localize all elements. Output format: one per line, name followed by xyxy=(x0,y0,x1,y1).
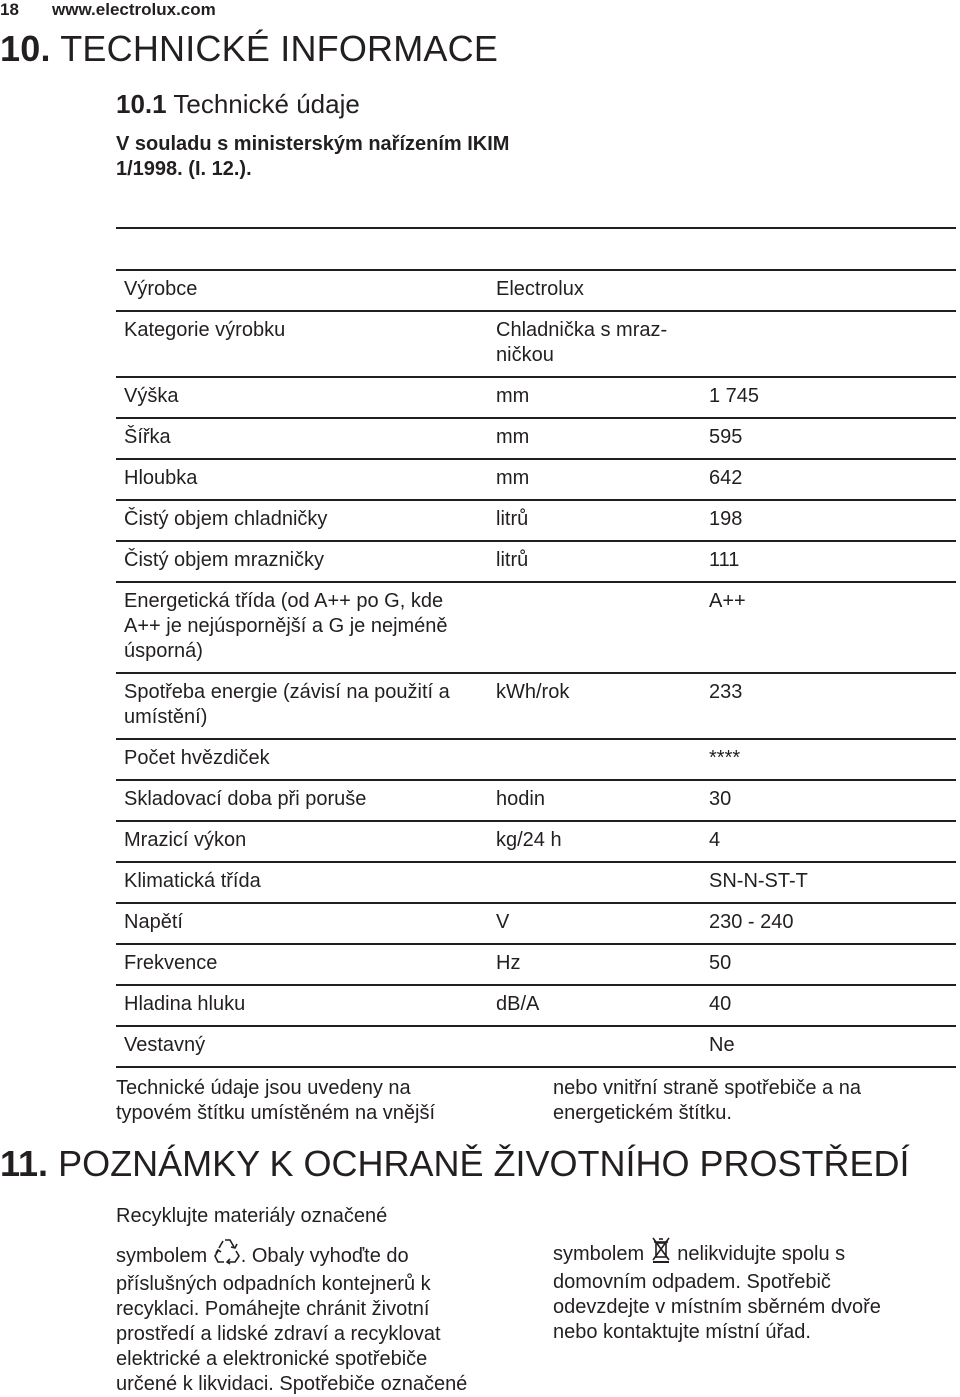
table-row xyxy=(116,271,956,312)
spec-unit-cell xyxy=(488,583,701,672)
table-row xyxy=(116,378,956,419)
spec-unit-cell xyxy=(488,863,701,902)
spec-value-cell: 50 xyxy=(709,952,732,974)
page-number: 18 xyxy=(0,0,19,19)
table-row xyxy=(116,740,956,781)
crossed-bin-icon xyxy=(650,1237,672,1270)
table-row xyxy=(116,986,956,1027)
spec-value-cell: A++ xyxy=(709,590,746,612)
spec-unit-cell: V xyxy=(496,911,510,933)
spec-unit-cell: mm xyxy=(496,385,530,407)
spec-unit-cell: kg/24 h xyxy=(496,829,562,851)
env-left-line1: Recyklujte materiály označené xyxy=(116,1205,388,1227)
spec-table xyxy=(116,227,956,1068)
recycle-icon xyxy=(213,1237,241,1272)
spec-unit-cell: Electrolux xyxy=(496,278,584,300)
subsection-heading xyxy=(116,89,360,120)
spec-value-cell: Ne xyxy=(709,1034,735,1056)
spec-value-cell: 111 xyxy=(709,549,740,571)
table-row xyxy=(116,822,956,863)
section-10-heading xyxy=(0,28,498,70)
spec-name-cell: Čistý objem mrazničky xyxy=(124,549,325,571)
spec-name-cell: Energetická třída (od A++ po G, kde A++ je nejúspornější a G je nejméně úsporná) xyxy=(124,590,448,662)
spec-name-cell: Výška xyxy=(124,385,179,407)
spec-name-cell: Hloubka xyxy=(124,467,198,489)
spec-unit-cell: dB/A xyxy=(496,993,540,1015)
env-left-symbol-prefix: symbolem xyxy=(116,1245,208,1267)
table-row xyxy=(116,674,956,740)
spec-name-cell: Hladina hluku xyxy=(124,993,246,1015)
spec-unit-cell: Hz xyxy=(496,952,521,974)
spec-value-cell xyxy=(701,271,956,310)
spec-value-cell xyxy=(701,312,956,376)
spec-name-cell: Klimatická třída xyxy=(124,870,261,892)
table-row xyxy=(116,542,956,583)
spec-value-cell: **** xyxy=(709,747,741,769)
env-right-rest: domovním odpadem. Spotřebič odevzdejte v místním sběrném dvoře nebo kontaktujte místní úřad. xyxy=(553,1271,881,1343)
spec-name-cell: Kategorie výrobku xyxy=(124,319,286,341)
spec-name-cell: Šířka xyxy=(124,426,171,448)
table-row xyxy=(116,419,956,460)
spec-unit-cell: mm xyxy=(496,467,530,489)
spec-unit-cell: mm xyxy=(496,426,530,448)
spec-unit-cell: hodin xyxy=(496,788,545,810)
section-11-title: POZNÁMKY K OCHRANĚ ŽIVOTNÍHO PROSTŘEDÍ xyxy=(58,1143,910,1184)
spec-value-cell: 642 xyxy=(709,467,743,489)
spec-name-cell: Frekvence xyxy=(124,952,218,974)
env-left-rest: příslušných odpadních kontejnerů k recyklaci. Pomáhejte chránit životní prostředí a lidské zdraví a recyklovat elektrické a elektronické spotřebiče určené k likvidaci. Spotřebiče označené xyxy=(116,1273,468,1395)
spec-name-cell: Čistý objem chladničky xyxy=(124,508,328,530)
spec-name-cell: Vestavný xyxy=(124,1034,206,1056)
spec-unit-cell xyxy=(488,740,701,779)
spec-name-cell: Skladovací doba při poruše xyxy=(124,788,367,810)
section-10-number: 10. xyxy=(0,28,51,69)
table-row xyxy=(116,501,956,542)
table-row xyxy=(116,863,956,904)
spec-value-cell: 4 xyxy=(709,829,721,851)
regulation-note: V souladu s ministerským nařízením IKIM 1/1998. (I. 12.). xyxy=(116,133,510,180)
subsection-number: 10.1 xyxy=(116,89,167,119)
table-row xyxy=(116,904,956,945)
spec-unit-cell xyxy=(488,1027,701,1066)
spec-value-cell: 595 xyxy=(709,426,743,448)
section-11-heading xyxy=(0,1143,910,1185)
table-row xyxy=(116,312,956,378)
env-left-paragraph xyxy=(116,1237,516,1397)
spec-name-cell: Výrobce xyxy=(124,278,198,300)
spec-value-cell: 30 xyxy=(709,788,732,810)
env-right-paragraph xyxy=(553,1237,953,1345)
spec-value-cell: 198 xyxy=(709,508,743,530)
table-rows xyxy=(116,271,956,1068)
table-row xyxy=(116,583,956,674)
env-right-symbol-suffix: nelikvidujte spolu s xyxy=(671,1243,846,1265)
spec-unit-cell: litrů xyxy=(496,508,529,530)
subsection-title: Technické údaje xyxy=(173,89,360,119)
table-row xyxy=(116,1027,956,1068)
spec-name-cell: Mrazicí výkon xyxy=(124,829,247,851)
spec-name-cell: Napětí xyxy=(124,911,183,933)
table-header-band xyxy=(116,227,956,271)
table-row xyxy=(116,460,956,501)
spec-value-cell: SN-N-ST-T xyxy=(709,870,808,892)
spec-name-cell: Spotřeba energie (závisí na použití a umístění) xyxy=(124,681,450,728)
spec-unit-cell: kWh/rok xyxy=(496,681,570,703)
table-row xyxy=(116,945,956,986)
env-left-symbol-suffix: . Obaly vyhoďte do xyxy=(240,1245,409,1267)
spec-value-cell: 233 xyxy=(709,681,743,703)
section-11-number: 11. xyxy=(0,1143,49,1184)
spec-unit-cell: Chladnička s mraz- ničkou xyxy=(496,319,668,366)
spec-value-cell: 230 - 240 xyxy=(709,911,794,933)
env-right-symbol-prefix: symbolem xyxy=(553,1243,645,1265)
site-url: www.electrolux.com xyxy=(52,0,216,19)
note-right: nebo vnitřní straně spotřebiče a na energetickém štítku. xyxy=(553,1077,861,1124)
table-row xyxy=(116,781,956,822)
spec-value-cell: 1 745 xyxy=(709,385,760,407)
section-10-title: TECHNICKÉ INFORMACE xyxy=(60,28,499,69)
spec-name-cell: Počet hvězdiček xyxy=(124,747,270,769)
spec-value-cell: 40 xyxy=(709,993,732,1015)
spec-unit-cell: litrů xyxy=(496,549,529,571)
note-left: Technické údaje jsou uvedeny na typovém štítku umístěném na vnější xyxy=(116,1077,436,1124)
